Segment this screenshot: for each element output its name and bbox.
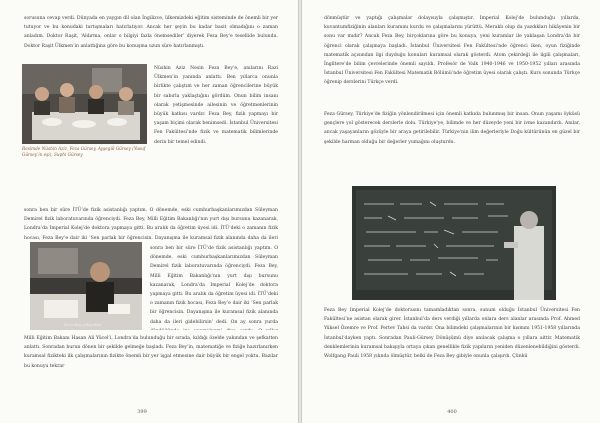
- family-photo: [22, 64, 147, 144]
- desk-photo: [30, 242, 142, 330]
- right-page-number: 400: [447, 409, 457, 415]
- right-paragraph-top: dönmüştür ve yaptığı çalışmalar dolayısıyla çalışmıştır. Imperial Kolej’de bulunduğu yıllarda, kuvantumfiziğinin alanları kuramını kurdu ve çalışmalarını yürüttü. Meraklı olup da yazdıkları hikâyenin bir sonu var mıdır? Ancak Feza Bey, birçoklarına göre bu konuya, yeni kuramlar ile yaklaşan Londra’da bir öğrenci olarak çalışmaya başladı. İstanbul Üniversitesi Fen Fakültesi’nde öğrenci iken, oyun fiziğinde matematik açısından ilgi duyduğu konuları kuramsal olarak gösterdi. Atom çekirdeği ile ilgili çalışmaları, İngiltere’de bilim çevrelerinde önemli sayıldı. Profesör de Valk 1940-1946 ve 1950-1952 yılları arasında İstanbul Üniversitesi Fen Fakültesi Matematik Bölümü’nde öğretim üyesi olarak çalıştı. Kurs sonunda Türkçe öğrenip derslerini Türkçe verdi.: [324, 16, 580, 86]
- family-photo-caption: Resimde Nüshin Aziz, Feza Gürsey, Ayşegül Gürsey (Yusuf Gürsey’in eşi), Suphi Gürsey: [22, 146, 146, 157]
- desk-photo-image: [30, 242, 142, 330]
- left-paragraph-right-of-desk-photo: sonra ben bir süre İTÜ’de fizik asistanlığı yaptım. O dönemde, eski cumhurbaşkanlarımızdan Süleyman Demirel fizik laboratuvarında öğrenciydi. Feza Bey, Milli Eğitim Bakanlığı’nın yurt dışı bursunu kazanarak, Londra’da Imperial Kolej’de doktora yapmaya gitti. Bu aralık da öğretim üyesi idi. İTÜ’deki o zamanın fizik hocası, Feza Bey’e dair iki ‘Sen parlak bir öğrencisin. Dayanışma ile kuramsal fizik alanında daha da ileri gidebilirsin’ dedi. On ay sonra yurda: [150, 246, 278, 325]
- right-paragraph-bottom: Feza Bey Imperial Kolej’de doktorasını tamamladıktan sonra, sunum olduğu İstanbul Üniversitesi Fen Fakültesi’ne asistan olarak girer. İstanbul’da ders verdiği yıllarda onlara ders alanlar arasında Prof. Ahmed Yüksel Özemre ve Prof. Pertev Tahsi da vardır. Ona bilimdeki çalışmalarının bir kısmını 1951-1958 yıllarında İstanbul’dayken yaptı. Sonradan Pauli-Gürsey Dönüşümü diye anılacak çalışma o yıllara aittir. Matematik denklemlerinin kuramsal bakışıyla ortaya çıkan genellikle fizik yapıların yeniden düzenlenebildiğini gösterdi. Wolfgang Pauli 1958 yılında ölmüştür, belki de Feza Bey gibiyle onunla çalışırdı. Çünkü: [324, 308, 580, 360]
- right-page: [302, 0, 600, 423]
- family-photo-image: [22, 64, 147, 144]
- left-paragraph-bottom: Milli Eğitim Bakanı Hasan Ali Yücel’i, Londra’da bulunduğu bir sırada, kıldığı özelde yakından ve şefkatten anlattı. Sonradan burun dönen bir şekilde gelmeğe başladı. Feza Bey’in, matematiğe ve fiziğe hazırlanırken kuramsal fizikteki ilk çalışmalarının fizikte önemli bir yer işgal etmesine dair büyük bir engel yoktu. Bazılar bu konuyu tekrar: [24, 336, 278, 369]
- right-paragraph-middle: Feza Gürsey, Türkiye’de fiziğin yönlendirilmesi için önemli katkıda bulunmuş bir insan. Onun yaşamı öyküsü gençlere yol gösterecek derslerle dolu. Türkiye’ye, bilimde ve her düzeyde yeni bir ivme kazandırdı. Anılar, ancak yaşayanların gözüyle bir araya getirilebilir. Türkiye’nin ilim değerleriyle Doğu kültürünün en güzel bir şekilde harman olduğu bir değerler yumağını oluşturdu.: [324, 112, 580, 145]
- blackboard-photo: [352, 186, 556, 300]
- left-page-number: 399: [137, 409, 147, 415]
- desk-photo-caption: Feza Bey çalışırken: [64, 322, 102, 327]
- left-paragraph-top: sorusuna cevap verdi. Dünyada en yaygın dil olan İngilizce, ülkemizdeki eğitim sisteminde de önemli bir yer tutuyor ve bu konudaki tartışmaları hatırlatıyor. Ancak her şeyin bu kadar basit olmadığını o zaman anladım. Doktor Raşit, ‘Aldırma, onlar o bilgiyi fazla önemsediler’ diyerek Feza Bey’e tesellide bulundu. Doktor Raşit Ülkmen’in anlattığına göre bu konuşma uzun süre hatırlanmıştı.: [24, 16, 278, 49]
- left-page: [0, 0, 298, 423]
- blackboard-photo-image: [352, 186, 556, 300]
- left-paragraph-right-of-photo: Nüshin Aziz Nesin Feza Bey’e, anılarını Razi Ülkmen’in yanında anlattı. Ben yıllarca onunla birlikte çalıştım ve her zaman öğrencilerine büyük bir sabırla yaklaştığını gördüm. Onun bilim insanı olarak yetişmesinde ailesinin ve öğretmenlerinin büyük katkısı vardır. Feza Bey, fizik yapmayı bir yaşam biçimi olarak benimsedi. İstanbul Üniversitesi Fen Fakültesi’nde fizik ve matematik bilimlerinde derin bir temel edindi.: [154, 66, 278, 145]
- left-paragraph-middle: sonra ben bir süre İTÜ’de fizik asistanlığı yaptım. O dönemde, eski cumhurbaşkanlarımızdan Süleyman Demirel fizik laboratuvarında öğrenciydi. Feza Bey, Milli Eğitim Bakanlığı’nın yurt dışı bursunu kazanarak, Londra’da Imperial Kolej’de doktora yapmaya gitti. Bu aralık da öğretim üyesi idi. İTÜ’deki o zamanın fizik hocası, Feza Bey’e dair iki ‘Sen parlak bir öğrencisin. Dayanışma ile kuramsal fizik alanında daha da ileri: [24, 208, 278, 241]
